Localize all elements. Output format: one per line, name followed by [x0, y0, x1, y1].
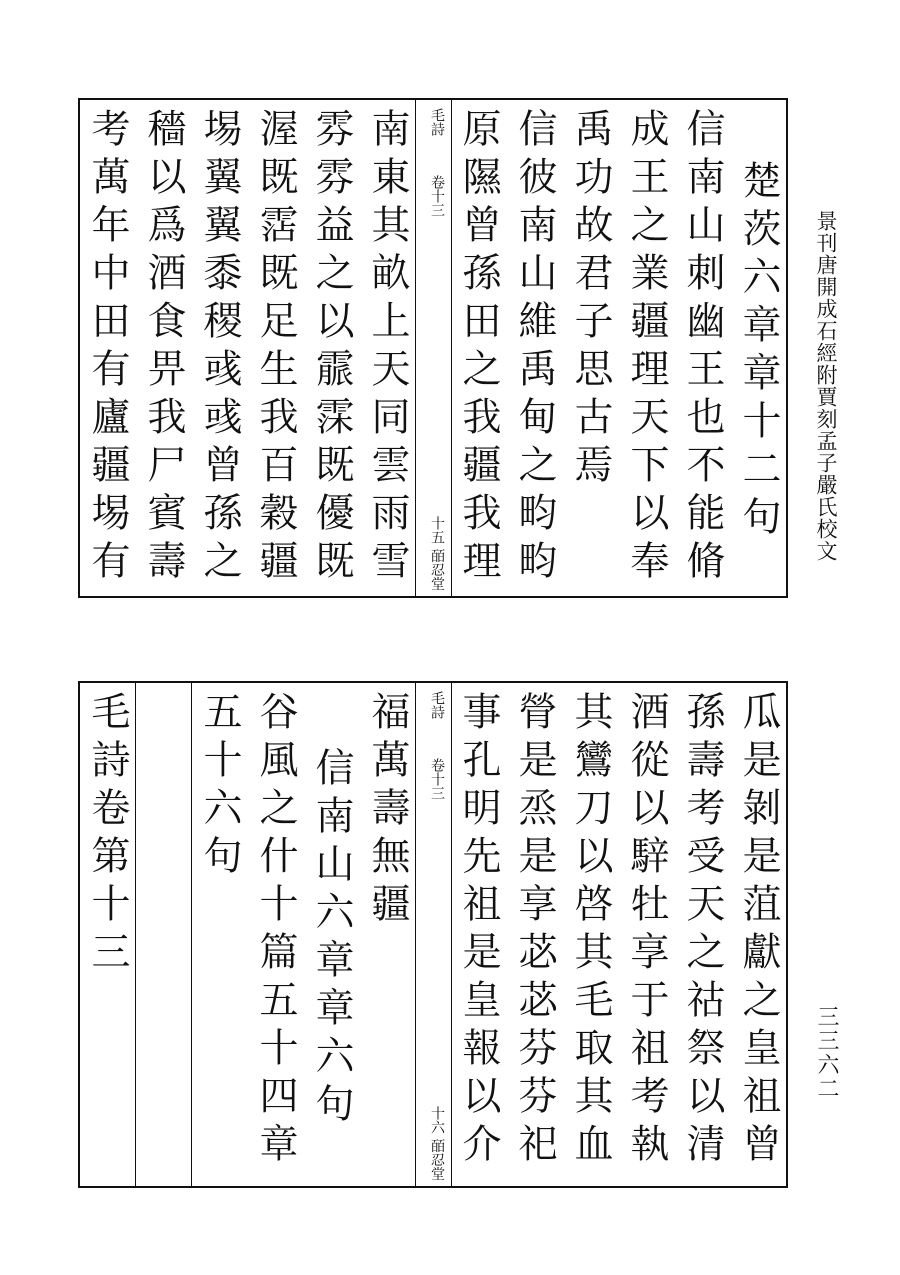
text-column: 渥既霑既足生我百穀疆 — [253, 108, 298, 588]
column-divider — [451, 100, 452, 596]
text-column: 信南山六章章六句 — [309, 747, 354, 1131]
text-column: 禹功故君子思古焉 — [568, 108, 613, 492]
text-column: 信南山刺幽王也不能脩 — [680, 108, 725, 588]
fold-column — [415, 683, 451, 1186]
side-caption: 景刊唐開成石經附賈刻孟子嚴氏校文 — [814, 210, 838, 562]
text-column: 谷風之什十篇五十四章 — [253, 691, 298, 1171]
text-column: 南東其畝上天同雲雨雪 — [365, 108, 410, 588]
text-column: 楚茨六章章十二句 — [736, 160, 781, 544]
text-column: 穡以爲酒食畀我尸賓壽 — [141, 108, 186, 588]
text-column: 考萬年中田有廬疆埸有 — [85, 108, 130, 588]
fold-volume: 卷十三 — [429, 758, 445, 800]
top-text-panel — [78, 98, 788, 598]
text-column: 成王之業疆理天下以奉 — [624, 108, 669, 588]
text-column: 酒從以騂牡享于祖考執 — [624, 691, 669, 1171]
column-divider — [451, 683, 452, 1186]
fold-studio: 皕忍堂 — [429, 1138, 445, 1180]
fold-page: 十五 — [429, 515, 445, 544]
fold-title: 毛詩 — [429, 108, 445, 136]
fold-volume: 卷十三 — [429, 175, 445, 217]
column-divider — [415, 683, 416, 1186]
text-column: 瓜是剝是菹獻之皇祖曾 — [736, 691, 781, 1171]
text-column: 孫壽考受天之祜祭以清 — [680, 691, 725, 1171]
text-column: 膋是烝是享苾苾芬芬祀 — [512, 691, 557, 1171]
fold-page-studio — [415, 1106, 451, 1180]
text-column: 埸翼翼黍稷彧彧曾孫之 — [197, 108, 242, 588]
text-column: 原隰曾孫田之我疆我理 — [456, 108, 501, 588]
fold-column — [415, 100, 451, 596]
page-number: 三三六二 — [814, 1005, 839, 1101]
fold-page-studio — [415, 516, 451, 590]
column-divider — [415, 100, 416, 596]
fold-page: 十六 — [429, 1105, 445, 1134]
text-column: 雰雰益之以霢霂既優既 — [309, 108, 354, 588]
volume-end-title: 毛詩卷第十三 — [85, 691, 130, 979]
fold-title: 毛詩 — [429, 691, 445, 719]
text-column: 事孔明先祖是皇報以介 — [456, 691, 501, 1171]
column-divider — [135, 683, 136, 1186]
fold-studio: 皕忍堂 — [429, 548, 445, 590]
column-divider — [191, 683, 192, 1186]
text-column: 福萬壽無疆 — [365, 691, 410, 931]
bottom-text-panel — [78, 681, 788, 1188]
text-column: 五十六句 — [197, 691, 242, 883]
text-column: 信彼南山維禹甸之畇畇 — [512, 108, 557, 588]
text-column: 其鸞刀以啓其毛取其血 — [568, 691, 613, 1171]
